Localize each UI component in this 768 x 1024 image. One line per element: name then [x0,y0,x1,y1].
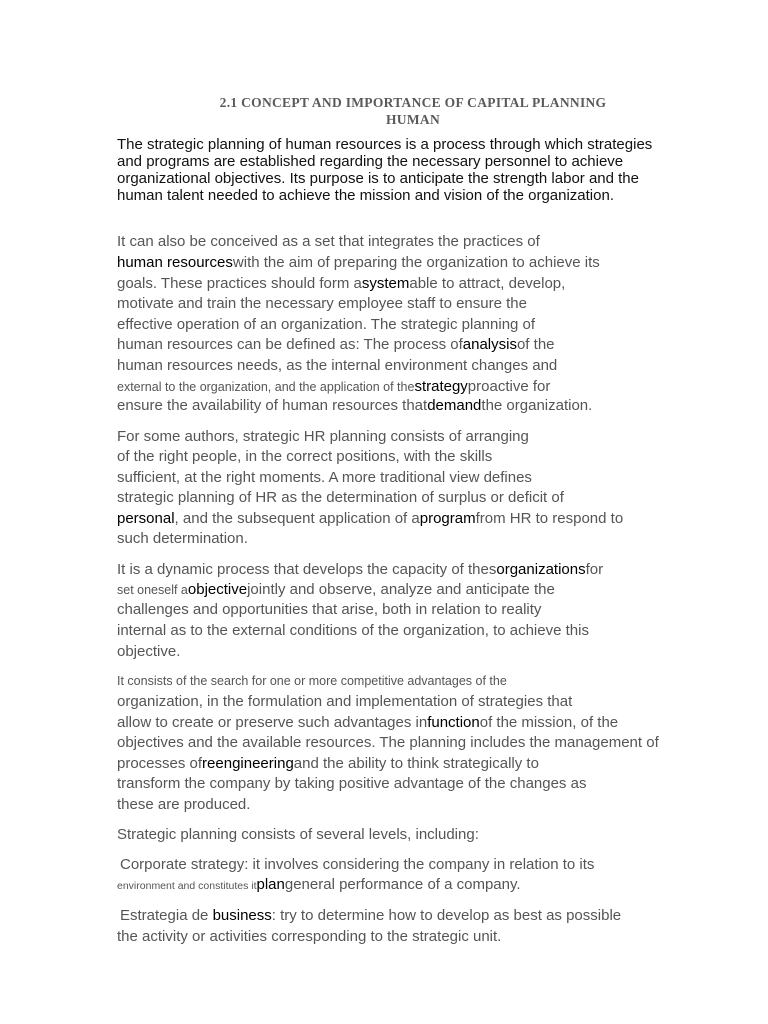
keyword-organizations: organizations [496,561,586,578]
p3-line-5: personal, and the subsequent application of aprogramfrom HR to respond to [117,510,624,527]
p4-line-2: set oneself aobjectivejointly and observe, analyze and anticipate the [117,581,555,598]
p2-line-3: goals. These practices should form asystemable to attract, develop, [117,275,566,292]
keyword-program: program [419,510,476,527]
p4-line-3: challenges and opportunities that arise, both in relation to reality [117,601,542,618]
p2-line-1: It can also be conceived as a set that integrates the practices of [117,233,540,250]
p5-line-2: organization, in the formulation and implementation of strategies that [117,693,573,710]
p2-line-4: motivate and train the necessary employee staff to ensure the [117,295,527,312]
p3-line-2: of the right people, in the correct positions, with the skills [117,448,493,465]
keyword-personal: personal [117,510,175,527]
p2-line-9: ensure the availability of human resources thatdemandthe organization. [117,397,593,414]
p2-line-6: human resources can be defined as: The process ofanalysisof the [117,336,555,353]
p2-line-2: human resourceswith the aim of preparing the organization to achieve its [117,254,600,271]
p5-line-5: processes ofreengineeringand the ability to think strategically to [117,755,539,772]
heading-line-1: 2.1 CONCEPT AND IMPORTANCE OF CAPITAL PLANNING [219,95,607,110]
p5-line-6: transform the company by taking positive advantage of the changes as [117,775,587,792]
p4-line-5: objective. [117,643,181,660]
bullet-1-line-2: environment and constitutes itplangeneral performance of a company. [117,876,521,893]
keyword-strategy: strategy [414,378,468,395]
keyword-analysis: analysis [462,336,517,353]
section-heading [117,94,709,128]
keyword-demand: demand [427,397,482,414]
p5-line-1: It consists of the search for one or more competitive advantages of the [117,674,507,688]
keyword-objective: objective [187,581,248,598]
heading-line-2: HUMAN [386,112,440,127]
p4-line-4: internal as to the external conditions of the organization, to achieve this [117,622,589,639]
p2-line-8: external to the organization, and the application of thestrategyproactive for [117,378,551,395]
p5-line-3: allow to create or preserve such advantages infunctionof the mission, of the [117,714,619,731]
keyword-system: system [361,275,410,292]
p3-line-6: such determination. [117,530,248,547]
keyword-plan: plan [256,876,285,893]
keyword-function: function [427,714,480,731]
bullet-1-line-1: Corporate strategy: it involves considering the company in relation to its [120,856,595,873]
p3-line-4: strategic planning of HR as the determination of surplus or deficit of [117,489,564,506]
p5-line-7: these are produced. [117,796,251,813]
p3-line-3: sufficient, at the right moments. A more traditional view defines [117,469,532,486]
p3-line-1: For some authors, strategic HR planning consists of arranging [117,428,529,445]
p2-line-5: effective operation of an organization. The strategic planning of [117,316,536,333]
p5-line-4: objectives and the available resources. The planning includes the management of [117,734,659,751]
bullet-2-line-1: Estrategia de business: try to determine how to develop as best as possible [120,907,622,924]
p6-line-1: Strategic planning consists of several levels, including: [117,826,479,843]
keyword-human-resources: human resources [117,254,233,271]
p4-line-1: It is a dynamic process that develops the capacity of thesorganizationsfor [117,561,604,578]
bullet-2-line-2: the activity or activities corresponding to the strategic unit. [117,928,502,945]
keyword-business: business [212,907,272,924]
intro-paragraph: The strategic planning of human resources is a process through which strategies and programs are established regarding the necessary personnel to achieve organizational objectives. Its purpose is to anticipate the strength labor and the human talent needed to achieve the mission and vision of the organization. [117,136,653,204]
keyword-reengineering: reengineering [202,755,294,772]
p2-line-7: human resources needs, as the internal environment changes and [117,357,558,374]
